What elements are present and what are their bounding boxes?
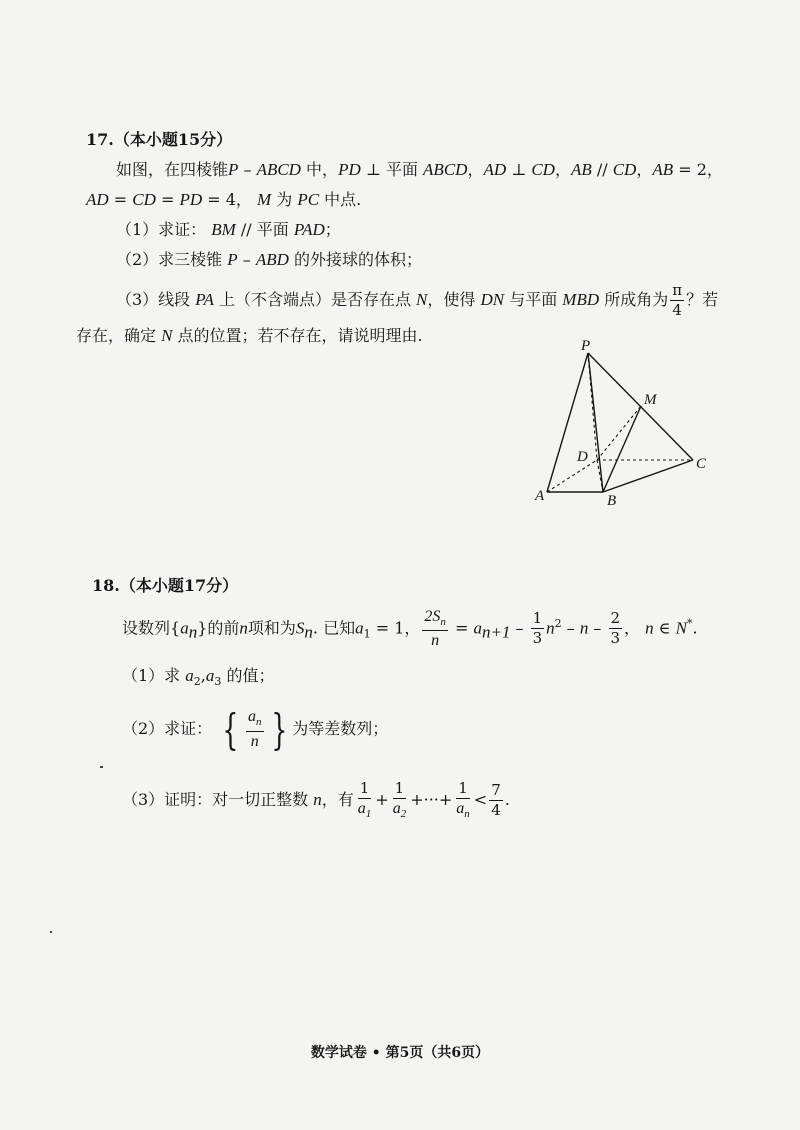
q17-part3-continued: 存在，确定 N 点的位置；若不存在，请说明理由. xyxy=(76,326,423,345)
segment-DM xyxy=(597,406,641,460)
q18-heading: 18.（本小题17分） xyxy=(92,576,239,595)
fraction-2-over-3: $\frac{2}{3}$ xyxy=(610,609,621,648)
vertex-label-A: A xyxy=(535,488,545,504)
fraction-pi-over-4: $\frac{\pi}{4}$ xyxy=(672,281,683,319)
q17-heading: 17.（本小题15分） xyxy=(86,130,233,149)
scan-speck xyxy=(100,766,103,768)
scan-speck xyxy=(50,931,52,933)
vertex-label-P: P xyxy=(581,340,591,354)
q17-part1: （1）求证： BM // 平面 PAD； xyxy=(116,220,341,239)
fraction-7-over-4: $\frac{7}{4}$ xyxy=(491,781,501,819)
fraction-1-over-an: $\frac{1}{a_n}$ xyxy=(456,778,470,821)
edge-PA xyxy=(547,353,588,492)
fraction-1-over-a2: $\frac{1}{a_2}$ xyxy=(392,778,407,821)
fraction-2Sn-over-n: $\frac{2S_n}{n}$ xyxy=(424,607,446,649)
q17-statement-line2: AD = CD = PD = 4， M 为 PC 中点. xyxy=(86,190,362,209)
vertex-label-C: C xyxy=(696,456,707,472)
vertex-label-M: M xyxy=(644,392,657,408)
vertex-label-D: D xyxy=(577,449,588,465)
page-footer: 数学试卷 • 第5页（共6页） xyxy=(310,1045,490,1061)
edge-BC xyxy=(603,460,693,492)
q18-part3: （3）证明：对一切正整数 n，有 $\frac{1}{a_1}$ + $\frac{1}{a_2}$ +···+ $\frac{1}{a_n}$ < $\frac{7}{4}$ . xyxy=(122,778,510,821)
fraction-an-over-n: $\frac{a_n}{n}$ xyxy=(248,708,262,750)
q18-part1: （1）求 $a_2,a_3$ 的值； xyxy=(122,666,275,689)
q17-statement-line1: 如图，在四棱锥P – ABCD 中，PD ⊥ 平面 ABCD，AD ⊥ CD，AB // CD，AB = 2， xyxy=(116,160,723,179)
pyramid-figure xyxy=(525,340,725,510)
q18-part2: （2）求证： { $\frac{a_n}{n}$ } 为等差数列； xyxy=(122,704,389,754)
segment-BM xyxy=(603,406,641,492)
vertex-label-B: B xyxy=(607,493,617,509)
fraction-1-over-a1: $\frac{1}{a_1}$ xyxy=(357,778,372,821)
q17-part2: （2）求三棱锥 P – ABD 的外接球的体积； xyxy=(116,250,422,269)
fraction-1-over-3: $\frac{1}{3}$ xyxy=(532,609,543,648)
q18-statement: 设数列$\{a_n\}$的前n项和为$S_n$. 已知$a_1 = 1$， $\frac{2S_n}{n}$ = $a_{n+1}$ – $\frac{1}{3}$ $n^2$ – n – $\frac{2}{3}$ ， n ∈ N*. xyxy=(122,607,698,649)
q17-part3: （3）线段 PA 上（不含端点）是否存在点 N，使得 DN 与平面 MBD 所成角为 $\frac{\pi}{4}$ ？若 xyxy=(116,281,719,319)
braced-sequence: { $\frac{a_n}{n}$ } xyxy=(222,704,287,754)
